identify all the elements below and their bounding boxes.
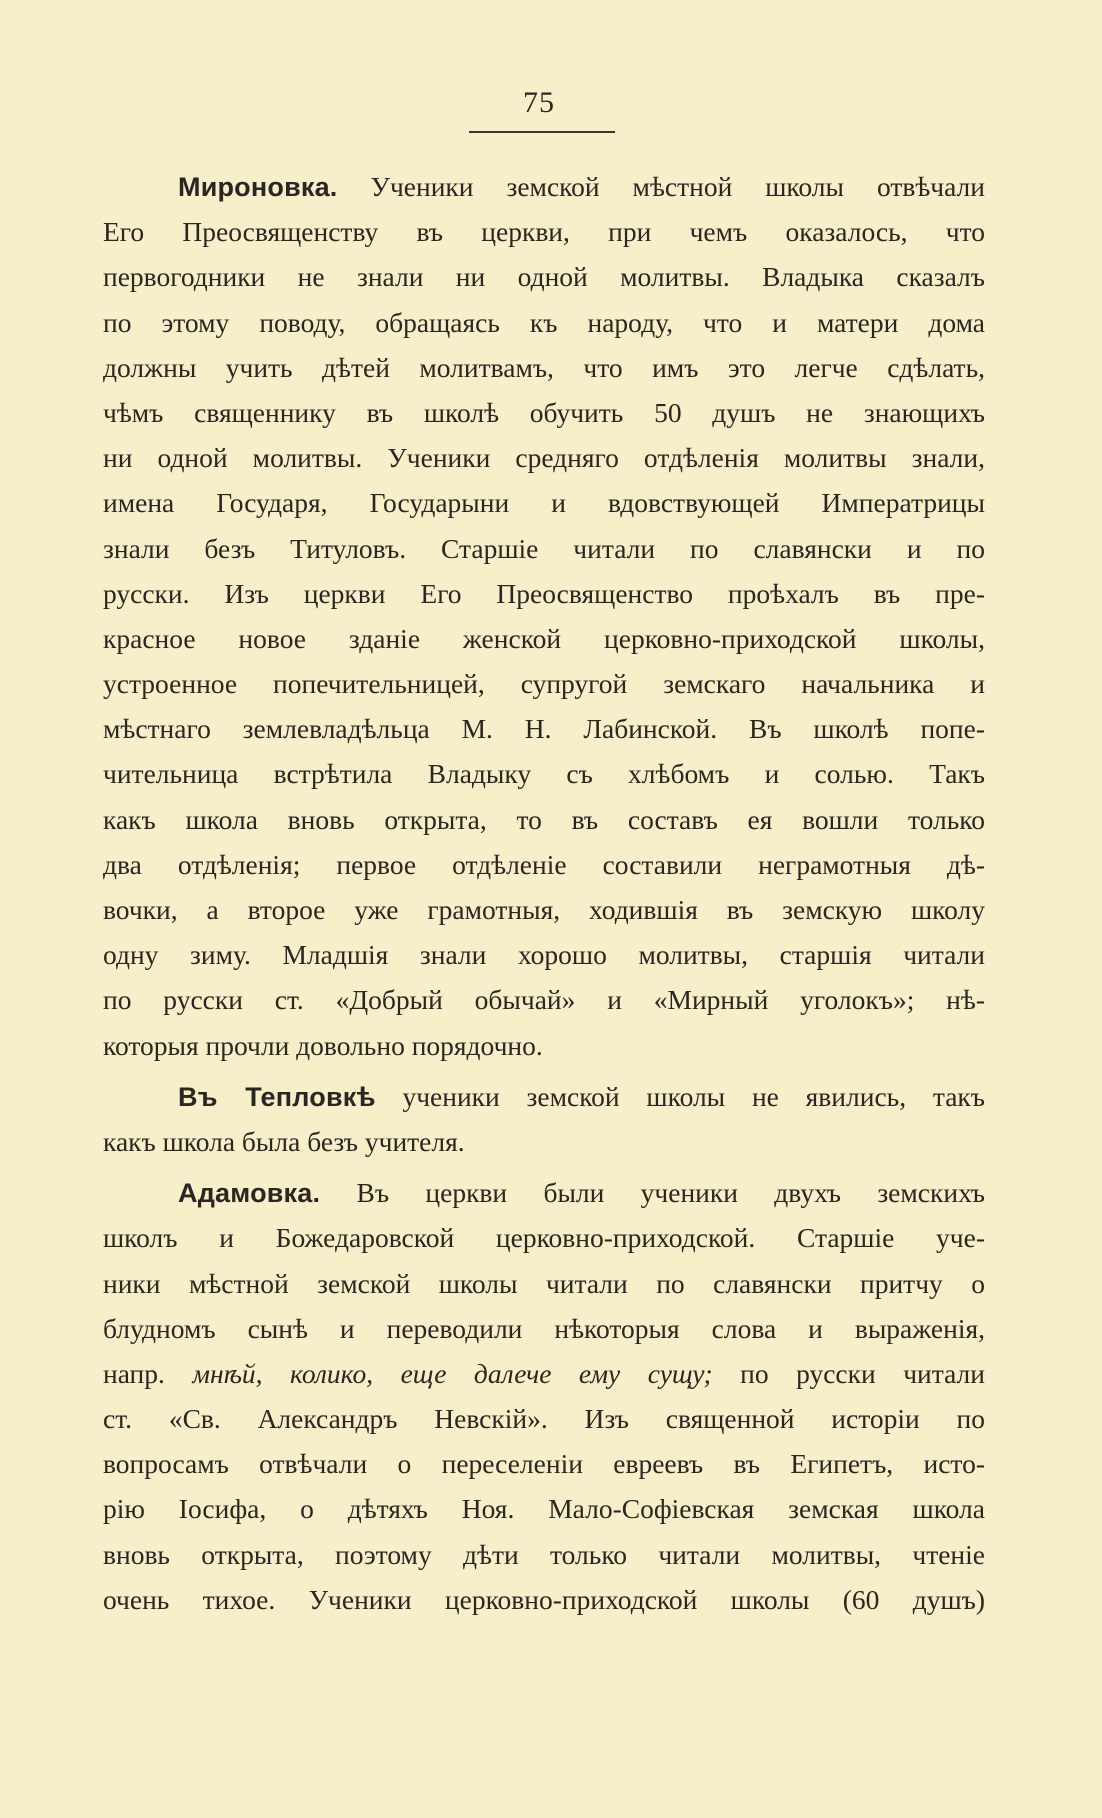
text-line: русски. Изъ церкви Его Преосвященство проѣхалъ въ пре- bbox=[103, 577, 985, 609]
text-line: напр. мнѣй, колико, еще далече ему сущу; по русски читали bbox=[103, 1357, 985, 1389]
text-line: по русски ст. «Добрый обычай» и «Мирный уголокъ»; нѣ- bbox=[103, 984, 985, 1016]
page-number-rule bbox=[469, 131, 615, 133]
text-line: первогодники не знали ни одной молитвы. Владыка сказалъ bbox=[103, 261, 985, 293]
paragraph-lead-teplovka: Въ Тепловкѣ bbox=[178, 1081, 376, 1112]
text-line: ст. «Св. Александръ Невскій». Изъ священной исторіи по bbox=[103, 1403, 985, 1435]
text-line: вопросамъ отвѣчали о переселеніи евреевъ въ Египетъ, исто- bbox=[103, 1448, 985, 1480]
text-line: какъ школа вновь открыта, то въ составъ ея вошли только bbox=[103, 803, 985, 835]
text-line: устроенное попечительницей, супругой земскаго начальника и bbox=[103, 668, 985, 700]
page-number: 75 bbox=[523, 86, 555, 119]
text-line: два отдѣленія; первое отдѣленіе составили неграмотныя дѣ- bbox=[103, 848, 985, 880]
text-line: мѣстнаго землевладѣльца М. Н. Лабинской. Въ школѣ попе- bbox=[103, 713, 985, 745]
text-line: одну зиму. Младшія знали хорошо молитвы, старшія читали bbox=[103, 939, 985, 971]
text-line: Въ Тепловкѣ ученики земской школы не явились, такъ bbox=[178, 1080, 985, 1112]
text-line: вочки, а второе уже грамотныя, ходившія въ земскую школу bbox=[103, 894, 985, 925]
text-line: блудномъ сынѣ и переводили нѣкоторыя слова и выраженія, bbox=[103, 1312, 985, 1344]
text-line: знали безъ Титуловъ. Старшіе читали по славянски и по bbox=[103, 532, 985, 564]
text-line: ни одной молитвы. Ученики средняго отдѣленія молитвы знали, bbox=[103, 442, 985, 474]
text-line: ники мѣстной земской школы читали по славянски притчу о bbox=[103, 1267, 985, 1299]
text-line: чѣмъ священнику въ школѣ обучить 50 душъ не знающихъ bbox=[103, 396, 985, 428]
text-line: очень тихое. Ученики церковно-приходской школы (60 душъ) bbox=[103, 1583, 985, 1615]
text-line: красное новое зданіе женской церковно-приходской школы, bbox=[103, 622, 985, 654]
paragraph-lead-adamovka: Адамовка. bbox=[178, 1178, 321, 1209]
text-line: Мироновка. Ученики земской мѣстной школы отвѣчали bbox=[178, 171, 985, 202]
italic-quotation: мнѣй, колико, еще далече ему сущу; bbox=[192, 1357, 713, 1389]
text-line: рію Іосифа, о дѣтяхъ Ноя. Мало-Софіевская земская школа bbox=[103, 1493, 985, 1525]
text-line: вновь открыта, поэтому дѣти только читали молитвы, чтеніе bbox=[103, 1538, 985, 1570]
text-line: чительница встрѣтила Владыку съ хлѣбомъ и солью. Такъ bbox=[103, 758, 985, 790]
text-line: какъ школа была безъ учителя. bbox=[103, 1125, 465, 1157]
text-line: по этому поводу, обращаясь къ народу, что и матери дома bbox=[103, 306, 985, 338]
body-text bbox=[103, 164, 985, 1622]
paragraph-lead-mironovka: Мироновка. bbox=[178, 172, 338, 202]
text-line: должны учить дѣтей молитвамъ, что имъ это легче сдѣлать, bbox=[103, 351, 985, 383]
text-line: которыя прочли довольно порядочно. bbox=[103, 1029, 543, 1061]
text-line: имена Государя, Государыни и вдовствующей Императрицы bbox=[103, 487, 985, 519]
text-line: Адамовка. Въ церкви были ученики двухъ земскихъ bbox=[178, 1177, 985, 1209]
text-line: школъ и Божедаровской церковно-приходской. Старшіе уче- bbox=[103, 1222, 985, 1254]
text-line: Его Преосвященству въ церкви, при чемъ оказалось, что bbox=[103, 216, 985, 248]
